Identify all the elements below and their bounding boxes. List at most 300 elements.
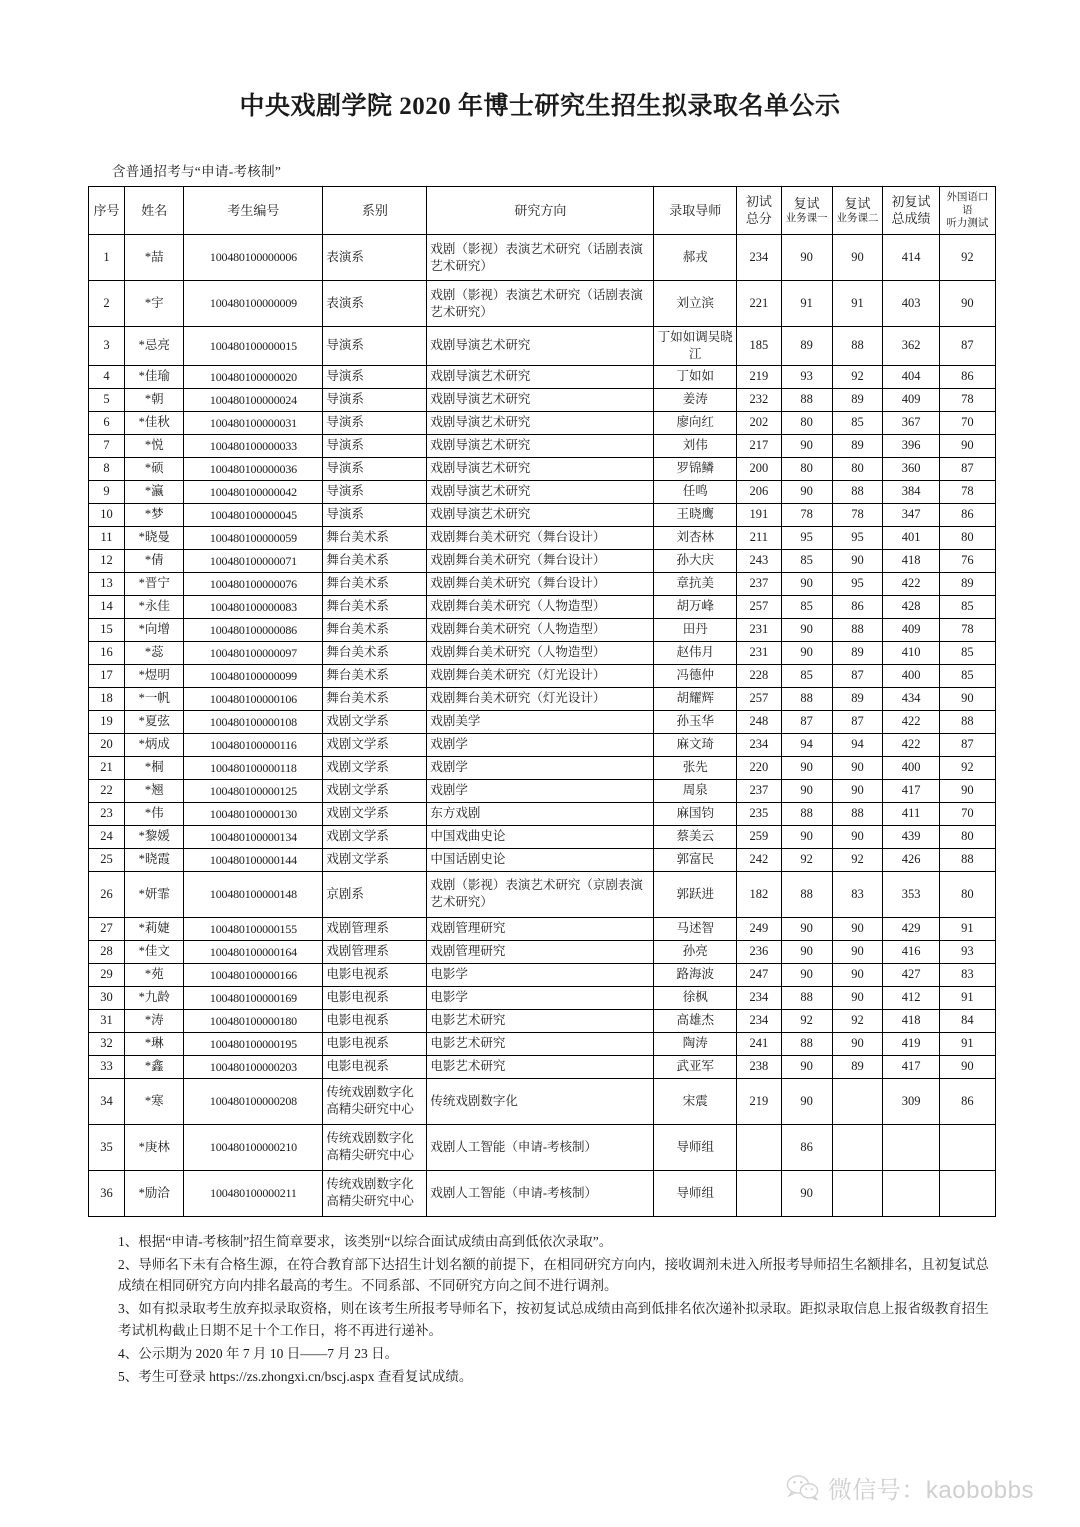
cell-research-direction: 戏剧导演艺术研究 — [427, 480, 654, 503]
cell-retest-subject1: 90 — [781, 779, 832, 802]
cell-research-direction: 戏剧舞台美术研究（人物造型） — [427, 595, 654, 618]
table-row — [89, 235, 996, 281]
table-row — [89, 641, 996, 664]
cell-candidate-id: 100480100000099 — [184, 664, 323, 687]
cell-research-direction: 戏剧学 — [427, 779, 654, 802]
cell-name: *晓霞 — [125, 848, 184, 871]
cell-combined-total: 426 — [883, 848, 939, 871]
table-row — [89, 572, 996, 595]
table-row — [89, 986, 996, 1009]
cell-candidate-id: 100480100000208 — [184, 1078, 323, 1124]
cell-foreign-language: 80 — [939, 871, 995, 917]
table-row — [89, 618, 996, 641]
cell-foreign-language: 76 — [939, 549, 995, 572]
cell-research-direction: 戏剧人工智能（申请-考核制） — [427, 1124, 654, 1170]
cell-research-direction: 戏剧人工智能（申请-考核制） — [427, 1170, 654, 1216]
cell-retest-subject1: 85 — [781, 549, 832, 572]
cell-index: 15 — [89, 618, 125, 641]
cell-initial-total: 231 — [737, 641, 782, 664]
cell-department: 舞台美术系 — [323, 549, 427, 572]
cell-retest-subject1: 90 — [781, 940, 832, 963]
cell-retest-subject1: 90 — [781, 825, 832, 848]
cell-index: 36 — [89, 1170, 125, 1216]
cell-name: *喆 — [125, 235, 184, 281]
cell-foreign-language: 70 — [939, 411, 995, 434]
cell-initial-total: 182 — [737, 871, 782, 917]
cell-candidate-id: 100480100000155 — [184, 917, 323, 940]
cell-initial-total: 257 — [737, 687, 782, 710]
cell-combined-total: 417 — [883, 1055, 939, 1078]
cell-combined-total: 400 — [883, 664, 939, 687]
cell-advisor: 刘伟 — [654, 434, 737, 457]
cell-research-direction: 中国话剧史论 — [427, 848, 654, 871]
cell-foreign-language: 93 — [939, 940, 995, 963]
cell-foreign-language: 88 — [939, 848, 995, 871]
cell-combined-total: 428 — [883, 595, 939, 618]
cell-candidate-id: 100480100000125 — [184, 779, 323, 802]
cell-candidate-id: 100480100000086 — [184, 618, 323, 641]
cell-retest-subject1: 90 — [781, 1055, 832, 1078]
table-row — [89, 940, 996, 963]
cell-initial-total: 219 — [737, 365, 782, 388]
cell-retest-subject2: 90 — [832, 917, 883, 940]
table-row — [89, 503, 996, 526]
cell-name: *涛 — [125, 1009, 184, 1032]
cell-candidate-id: 100480100000071 — [184, 549, 323, 572]
cell-initial-total: 235 — [737, 802, 782, 825]
cell-candidate-id: 100480100000097 — [184, 641, 323, 664]
cell-candidate-id: 100480100000036 — [184, 457, 323, 480]
cell-combined-total: 400 — [883, 756, 939, 779]
col-header-retest-subject2 — [832, 187, 883, 235]
cell-retest-subject2: 89 — [832, 641, 883, 664]
col-header-combined-total-line1: 初复试 — [891, 194, 931, 210]
cell-candidate-id: 100480100000108 — [184, 710, 323, 733]
cell-candidate-id: 100480100000134 — [184, 825, 323, 848]
table-row — [89, 281, 996, 327]
col-header-advisor: 录取导师 — [654, 187, 737, 235]
cell-combined-total: 353 — [883, 871, 939, 917]
table-row — [89, 411, 996, 434]
table-header — [89, 187, 996, 235]
cell-initial-total: 185 — [737, 327, 782, 366]
table-row — [89, 327, 996, 366]
cell-advisor: 马述智 — [654, 917, 737, 940]
cell-index: 32 — [89, 1032, 125, 1055]
table-row — [89, 480, 996, 503]
cell-combined-total: 409 — [883, 618, 939, 641]
cell-retest-subject2: 89 — [832, 434, 883, 457]
cell-research-direction: 戏剧舞台美术研究（人物造型） — [427, 618, 654, 641]
cell-combined-total: 412 — [883, 986, 939, 1009]
note-item: 1、根据“申请-考核制”招生简章要求，该类别“以综合面试成绩由高到低依次录取”。 — [118, 1233, 613, 1249]
cell-index: 26 — [89, 871, 125, 917]
cell-combined-total: 439 — [883, 825, 939, 848]
table-row — [89, 549, 996, 572]
cell-retest-subject1: 90 — [781, 641, 832, 664]
cell-foreign-language: 87 — [939, 733, 995, 756]
cell-candidate-id: 100480100000203 — [184, 1055, 323, 1078]
cell-index: 13 — [89, 572, 125, 595]
cell-name: *永佳 — [125, 595, 184, 618]
cell-combined-total: 419 — [883, 1032, 939, 1055]
cell-advisor: 孙大庆 — [654, 549, 737, 572]
cell-foreign-language: 89 — [939, 572, 995, 595]
cell-foreign-language: 86 — [939, 503, 995, 526]
cell-combined-total — [883, 1124, 939, 1170]
cell-foreign-language: 91 — [939, 986, 995, 1009]
cell-initial-total — [737, 1124, 782, 1170]
col-header-candidate-id: 考生编号 — [184, 187, 323, 235]
table-row — [89, 1170, 996, 1216]
table-row — [89, 802, 996, 825]
cell-retest-subject1: 89 — [781, 327, 832, 366]
cell-department: 舞台美术系 — [323, 595, 427, 618]
cell-research-direction: 戏剧舞台美术研究（灯光设计） — [427, 664, 654, 687]
cell-advisor: 孙亮 — [654, 940, 737, 963]
cell-research-direction: 戏剧管理研究 — [427, 940, 654, 963]
cell-name: *一帆 — [125, 687, 184, 710]
cell-foreign-language — [939, 1124, 995, 1170]
cell-initial-total: 249 — [737, 917, 782, 940]
cell-initial-total: 220 — [737, 756, 782, 779]
cell-department: 舞台美术系 — [323, 526, 427, 549]
cell-combined-total: 362 — [883, 327, 939, 366]
cell-advisor: 胡万峰 — [654, 595, 737, 618]
cell-name: *晋宁 — [125, 572, 184, 595]
table-header-row — [89, 187, 996, 235]
cell-retest-subject2: 85 — [832, 411, 883, 434]
col-header-retest-subject2-line1: 复试 — [844, 195, 871, 211]
cell-research-direction: 戏剧管理研究 — [427, 917, 654, 940]
cell-advisor: 孙玉华 — [654, 710, 737, 733]
cell-department: 导演系 — [323, 457, 427, 480]
cell-combined-total — [883, 1170, 939, 1216]
cell-initial-total: 242 — [737, 848, 782, 871]
cell-combined-total: 429 — [883, 917, 939, 940]
cell-combined-total: 411 — [883, 802, 939, 825]
cell-retest-subject1: 90 — [781, 480, 832, 503]
cell-research-direction: 戏剧舞台美术研究（舞台设计） — [427, 549, 654, 572]
cell-department: 表演系 — [323, 235, 427, 281]
cell-foreign-language: 90 — [939, 687, 995, 710]
cell-advisor: 刘杏林 — [654, 526, 737, 549]
cell-department: 导演系 — [323, 480, 427, 503]
cell-name: *莉婕 — [125, 917, 184, 940]
cell-initial-total: 247 — [737, 963, 782, 986]
cell-retest-subject1: 80 — [781, 411, 832, 434]
cell-foreign-language: 80 — [939, 526, 995, 549]
cell-retest-subject1: 90 — [781, 917, 832, 940]
cell-name: *炳成 — [125, 733, 184, 756]
col-header-initial-total-line1: 初试 — [745, 194, 772, 210]
cell-name: *佳秋 — [125, 411, 184, 434]
cell-advisor: 张先 — [654, 756, 737, 779]
table-row — [89, 388, 996, 411]
cell-retest-subject1: 90 — [781, 963, 832, 986]
cell-advisor: 麻文琦 — [654, 733, 737, 756]
cell-candidate-id: 100480100000130 — [184, 802, 323, 825]
cell-candidate-id: 100480100000166 — [184, 963, 323, 986]
cell-index: 17 — [89, 664, 125, 687]
cell-department: 传统戏剧数字化高精尖研究中心 — [323, 1124, 427, 1170]
cell-initial-total: 221 — [737, 281, 782, 327]
cell-department: 戏剧文学系 — [323, 733, 427, 756]
cell-foreign-language: 92 — [939, 756, 995, 779]
cell-combined-total: 422 — [883, 733, 939, 756]
cell-candidate-id: 100480100000180 — [184, 1009, 323, 1032]
cell-retest-subject1: 90 — [781, 434, 832, 457]
cell-index: 3 — [89, 327, 125, 366]
cell-retest-subject1: 90 — [781, 1170, 832, 1216]
cell-foreign-language: 90 — [939, 779, 995, 802]
table-row — [89, 779, 996, 802]
cell-name: *倩 — [125, 549, 184, 572]
cell-department: 戏剧文学系 — [323, 756, 427, 779]
cell-research-direction: 戏剧导演艺术研究 — [427, 457, 654, 480]
cell-index: 19 — [89, 710, 125, 733]
table-row — [89, 457, 996, 480]
cell-department: 导演系 — [323, 411, 427, 434]
cell-initial-total: 206 — [737, 480, 782, 503]
cell-research-direction: 戏剧导演艺术研究 — [427, 411, 654, 434]
col-header-index: 序号 — [89, 187, 125, 235]
table-row — [89, 710, 996, 733]
cell-retest-subject1: 91 — [781, 281, 832, 327]
cell-initial-total: 211 — [737, 526, 782, 549]
cell-advisor: 郭跃进 — [654, 871, 737, 917]
cell-foreign-language: 90 — [939, 434, 995, 457]
cell-initial-total: 228 — [737, 664, 782, 687]
cell-advisor: 田丹 — [654, 618, 737, 641]
cell-name: *鑫 — [125, 1055, 184, 1078]
cell-candidate-id: 100480100000144 — [184, 848, 323, 871]
cell-retest-subject1: 88 — [781, 1032, 832, 1055]
cell-research-direction: 戏剧舞台美术研究（人物造型） — [427, 641, 654, 664]
cell-department: 电影电视系 — [323, 986, 427, 1009]
cell-foreign-language: 87 — [939, 327, 995, 366]
cell-retest-subject2: 90 — [832, 825, 883, 848]
cell-foreign-language: 85 — [939, 641, 995, 664]
cell-initial-total: 234 — [737, 986, 782, 1009]
cell-index: 18 — [89, 687, 125, 710]
cell-advisor: 丁如如调吴晓江 — [654, 327, 737, 366]
cell-combined-total: 422 — [883, 572, 939, 595]
wechat-icon — [786, 1474, 820, 1502]
cell-retest-subject1: 88 — [781, 986, 832, 1009]
cell-retest-subject2: 90 — [832, 1032, 883, 1055]
cell-department: 戏剧文学系 — [323, 848, 427, 871]
note-item: 4、公示期为 2020 年 7 月 10 日——7 月 23 日。 — [118, 1346, 399, 1362]
cell-candidate-id: 100480100000059 — [184, 526, 323, 549]
cell-advisor: 任鸣 — [654, 480, 737, 503]
document-subtitle: 含普通招考与“申请-考核制” — [112, 164, 282, 179]
cell-combined-total: 367 — [883, 411, 939, 434]
page-title: 中央戏剧学院 2020 年博士研究生招生拟录取名单公示 — [239, 93, 841, 120]
table-row — [89, 1055, 996, 1078]
cell-department: 戏剧管理系 — [323, 940, 427, 963]
cell-department: 电影电视系 — [323, 963, 427, 986]
col-header-retest-subject1 — [781, 187, 832, 235]
cell-department: 舞台美术系 — [323, 572, 427, 595]
cell-retest-subject1: 86 — [781, 1124, 832, 1170]
cell-advisor: 姜涛 — [654, 388, 737, 411]
cell-research-direction: 戏剧导演艺术研究 — [427, 327, 654, 366]
cell-foreign-language: 85 — [939, 664, 995, 687]
cell-index: 11 — [89, 526, 125, 549]
cell-name: *晓曼 — [125, 526, 184, 549]
col-header-foreign-language-line1: 外国语口语 — [946, 191, 989, 216]
cell-index: 30 — [89, 986, 125, 1009]
cell-retest-subject1: 88 — [781, 871, 832, 917]
cell-retest-subject1: 90 — [781, 618, 832, 641]
cell-initial-total: 234 — [737, 733, 782, 756]
cell-retest-subject2 — [832, 1078, 883, 1124]
cell-advisor: 赵伟月 — [654, 641, 737, 664]
cell-index: 22 — [89, 779, 125, 802]
cell-retest-subject1: 95 — [781, 526, 832, 549]
cell-index: 8 — [89, 457, 125, 480]
cell-candidate-id: 100480100000164 — [184, 940, 323, 963]
cell-name: *蕊 — [125, 641, 184, 664]
cell-department: 电影电视系 — [323, 1055, 427, 1078]
cell-name: *妍霏 — [125, 871, 184, 917]
col-header-combined-total-line2: 总成绩 — [891, 210, 931, 226]
cell-research-direction: 电影学 — [427, 986, 654, 1009]
cell-combined-total: 410 — [883, 641, 939, 664]
cell-index: 12 — [89, 549, 125, 572]
table-body — [89, 235, 996, 1217]
cell-index: 4 — [89, 365, 125, 388]
cell-foreign-language: 80 — [939, 825, 995, 848]
cell-index: 34 — [89, 1078, 125, 1124]
cell-candidate-id: 100480100000106 — [184, 687, 323, 710]
col-header-initial-total — [737, 187, 782, 235]
cell-research-direction: 戏剧导演艺术研究 — [427, 388, 654, 411]
cell-foreign-language: 91 — [939, 917, 995, 940]
cell-research-direction: 电影艺术研究 — [427, 1055, 654, 1078]
note-item: 2、导师名下未有合格生源，在符合教育部下达招生计划名额的前提下，在相同研究方向内，接收调剂未进入所报考导师招生名额排名，且初复试总成绩在相同研究方向内排名最高的考生。不同系部、不同研究方向之间不进行调剂。 — [118, 1256, 989, 1294]
cell-department: 导演系 — [323, 503, 427, 526]
cell-department: 导演系 — [323, 327, 427, 366]
table-row — [89, 756, 996, 779]
cell-retest-subject1: 90 — [781, 572, 832, 595]
cell-foreign-language: 92 — [939, 235, 995, 281]
cell-combined-total: 403 — [883, 281, 939, 327]
cell-index: 27 — [89, 917, 125, 940]
cell-retest-subject2: 92 — [832, 1009, 883, 1032]
cell-department: 导演系 — [323, 388, 427, 411]
cell-combined-total: 360 — [883, 457, 939, 480]
table-row — [89, 963, 996, 986]
cell-name: *悦 — [125, 434, 184, 457]
cell-name: *瀛 — [125, 480, 184, 503]
cell-initial-total: 243 — [737, 549, 782, 572]
cell-name: *硕 — [125, 457, 184, 480]
cell-combined-total: 414 — [883, 235, 939, 281]
cell-research-direction: 电影艺术研究 — [427, 1009, 654, 1032]
cell-name: *桐 — [125, 756, 184, 779]
cell-retest-subject2: 83 — [832, 871, 883, 917]
cell-initial-total: 219 — [737, 1078, 782, 1124]
cell-combined-total: 404 — [883, 365, 939, 388]
table-row — [89, 595, 996, 618]
cell-initial-total: 234 — [737, 235, 782, 281]
cell-retest-subject2: 90 — [832, 235, 883, 281]
cell-department: 舞台美术系 — [323, 641, 427, 664]
cell-initial-total — [737, 1170, 782, 1216]
cell-department: 舞台美术系 — [323, 618, 427, 641]
col-header-research-direction: 研究方向 — [427, 187, 654, 235]
cell-combined-total: 396 — [883, 434, 939, 457]
cell-retest-subject2: 91 — [832, 281, 883, 327]
cell-name: *夏弦 — [125, 710, 184, 733]
cell-name: *琳 — [125, 1032, 184, 1055]
cell-name: *佳文 — [125, 940, 184, 963]
cell-combined-total: 418 — [883, 549, 939, 572]
cell-retest-subject1: 88 — [781, 388, 832, 411]
col-header-foreign-language — [939, 187, 995, 235]
cell-retest-subject1: 94 — [781, 733, 832, 756]
cell-candidate-id: 100480100000169 — [184, 986, 323, 1009]
cell-candidate-id: 100480100000148 — [184, 871, 323, 917]
cell-research-direction: 戏剧舞台美术研究（灯光设计） — [427, 687, 654, 710]
cell-initial-total: 232 — [737, 388, 782, 411]
cell-department: 舞台美术系 — [323, 664, 427, 687]
cell-advisor: 高雄杰 — [654, 1009, 737, 1032]
cell-retest-subject1: 90 — [781, 235, 832, 281]
cell-advisor: 徐枫 — [654, 986, 737, 1009]
table-row — [89, 687, 996, 710]
cell-retest-subject1: 90 — [781, 1078, 832, 1124]
cell-initial-total: 241 — [737, 1032, 782, 1055]
table-row — [89, 871, 996, 917]
cell-name: *翘 — [125, 779, 184, 802]
cell-retest-subject1: 92 — [781, 1009, 832, 1032]
cell-combined-total: 384 — [883, 480, 939, 503]
cell-retest-subject1: 93 — [781, 365, 832, 388]
cell-retest-subject2: 88 — [832, 802, 883, 825]
cell-research-direction: 戏剧（影视）表演艺术研究（京剧表演艺术研究） — [427, 871, 654, 917]
cell-index: 21 — [89, 756, 125, 779]
cell-foreign-language: 86 — [939, 365, 995, 388]
cell-retest-subject1: 80 — [781, 457, 832, 480]
cell-department: 表演系 — [323, 281, 427, 327]
cell-retest-subject1: 87 — [781, 710, 832, 733]
watermark-label: 微信号：kaobobbs — [827, 1477, 1034, 1504]
cell-retest-subject2: 92 — [832, 365, 883, 388]
table-row — [89, 917, 996, 940]
cell-advisor: 郝戎 — [654, 235, 737, 281]
cell-advisor: 宋震 — [654, 1078, 737, 1124]
cell-candidate-id: 100480100000033 — [184, 434, 323, 457]
table-row — [89, 1032, 996, 1055]
cell-retest-subject2: 78 — [832, 503, 883, 526]
cell-retest-subject2 — [832, 1124, 883, 1170]
cell-index: 31 — [89, 1009, 125, 1032]
cell-foreign-language — [939, 1170, 995, 1216]
admission-roster-table — [88, 186, 996, 1217]
cell-department: 电影电视系 — [323, 1009, 427, 1032]
table-row — [89, 526, 996, 549]
cell-initial-total: 237 — [737, 572, 782, 595]
table-row — [89, 365, 996, 388]
cell-name: *九龄 — [125, 986, 184, 1009]
cell-index: 29 — [89, 963, 125, 986]
cell-department: 戏剧文学系 — [323, 802, 427, 825]
cell-name: *煜明 — [125, 664, 184, 687]
cell-retest-subject2: 90 — [832, 940, 883, 963]
